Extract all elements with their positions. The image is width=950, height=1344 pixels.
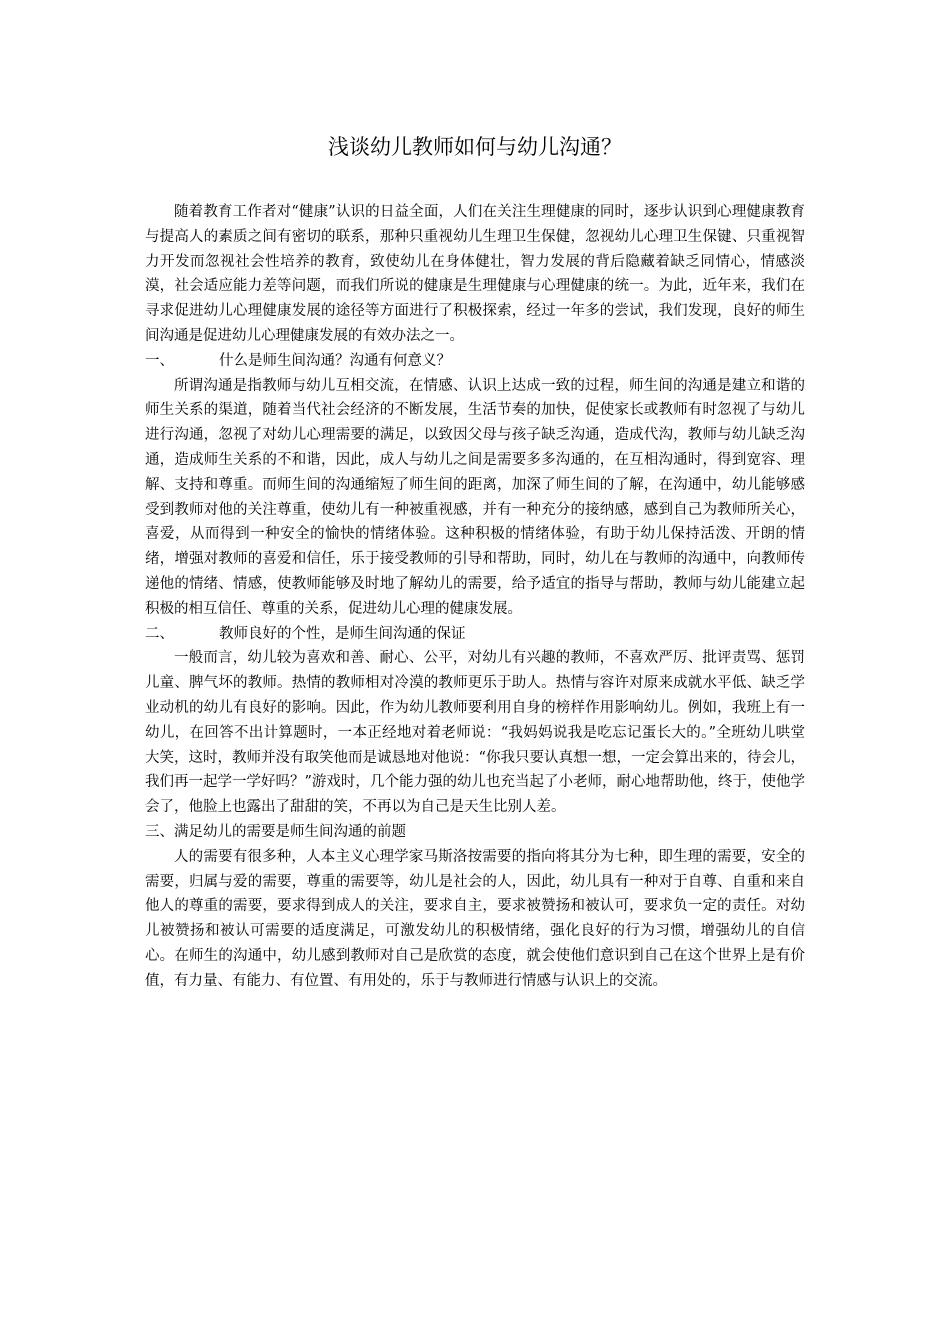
document-title: 浅谈幼儿教师如何与幼儿沟通？ <box>328 135 622 159</box>
section-3-paragraph: 人的需要有很多种，人本主义心理学家马斯洛按需要的指向将其分为七种，即生理的需要，安全的需要，归属与爱的需要，尊重的需要等，幼儿是社会的人，因此，幼儿具有一种对于自尊、自重和来自他人的尊重的需要，要求得到成人的关注，要求自主，要求被赞扬和被认可，要求负一定的责任。对幼儿被赞扬和被认可需要的适度满足，可激发幼儿的积极情绪，强化良好的行为习惯，增强幼儿的自信心。在师生的沟通中，幼儿感到教师对自己是欣赏的态度，就会使他们意识到自己在这个世界上是有价值，有力量、有能力、有位置、有用处的，乐于与教师进行情感与认识上的交流。 <box>145 848 805 989</box>
section-3-number: 三、 <box>145 823 174 840</box>
document-body <box>145 200 805 994</box>
section-1-heading <box>145 349 805 374</box>
section-1-paragraph: 所谓沟通是指教师与幼儿互相交流，在情感、认识上达成一致的过程，师生间的沟通是建立和谐的师生关系的渠道，随着当代社会经济的不断发展，生活节奏的加快，促使家长或教师有时忽视了与幼儿进行沟通，忽视了对幼儿心理需要的满足，以致因父母与孩子缺乏沟通，造成代沟，教师与幼儿缺乏沟通，造成师生关系的不和谐，因此，成人与幼儿之间是需要多多沟通的，在互相沟通时，得到宽容、理解、支持和尊重。而师生间的沟通缩短了师生间的距离，加深了师生间的了解，在沟通中，幼儿能够感受到教师对他的关注尊重，使幼儿有一种被重视感，并有一种充分的接纳感，感到自己为教师所关心，喜爱，从而得到一种安全的愉快的情绪体验。这种积极的情绪体验，有助于幼儿保持活泼、开朗的情绪，增强对教师的喜爱和信任，乐于接受教师的引导和帮助，同时，幼儿在与教师的沟通中，向教师传递他的情绪、情感，使教师能够及时地了解幼儿的需要，给予适宜的指导与帮助，教师与幼儿能建立起积极的相互信任、尊重的关系，促进幼儿心理的健康发展。 <box>145 377 805 617</box>
intro-paragraph: 随着教育工作者对“健康”认识的日益全面，人们在关注生理健康的同时，逐步认识到心理健康教育与提高人的素质之间有密切的联系，那种只重视幼儿生理卫生保健，忽视幼儿心理卫生保键、只重视智力开发而忽视社会性培养的教育，致使幼儿在身体健壮，智力发展的背后隐藏着缺乏同情心，情感淡漠，社会适应能力差等问题，而我们所说的健康是生理健康与心理健康的统一。为此，近年来，我们在寻求促进幼儿心理健康发展的途径等方面进行了积极探索，经过一年多的尝试，我们发现，良好的师生间沟通是促进幼儿心理健康发展的有效办法之一。 <box>145 204 805 344</box>
section-2-paragraph: 一般而言，幼儿较为喜欢和善、耐心、公平，对幼儿有兴趣的教师，不喜欢严厉、批评责骂、惩罚儿童、脾气坏的教师。热情的教师相对冷漠的教师更乐于助人。热情与容许对原来成就水平低、缺乏学业动机的幼儿有良好的影响。因此，作为幼儿教师要利用自身的榜样作用影响幼儿。例如，我班上有一幼儿，在回答不出计算题时，一本正经地对着老师说：“我妈妈说我是吃忘记蛋长大的。”全班幼儿哄堂大笑，这时，教师并没有取笑他而是诚恳地对他说：“你我只要认真想一想，一定会算出来的，待会儿，我们再一起学一学好吗？”游戏时，几个能力强的幼儿也充当起了小老师，耐心地帮助他，终于，使他学会了，他脸上也露出了甜甜的笑，不再以为自己是天生比别人差。 <box>145 650 805 816</box>
section-1-number: 一、 <box>145 352 174 369</box>
section-2-heading <box>145 622 805 647</box>
section-2-number: 二、 <box>145 625 174 642</box>
section-2-heading-text: 教师良好的个性，是师生间沟通的保证 <box>219 625 466 642</box>
section-1-heading-text: 什么是师生间沟通？沟通有何意义？ <box>219 352 451 369</box>
section-3-heading <box>145 820 805 845</box>
section-3-heading-text: 满足幼儿的需要是师生间沟通的前题 <box>174 823 406 840</box>
